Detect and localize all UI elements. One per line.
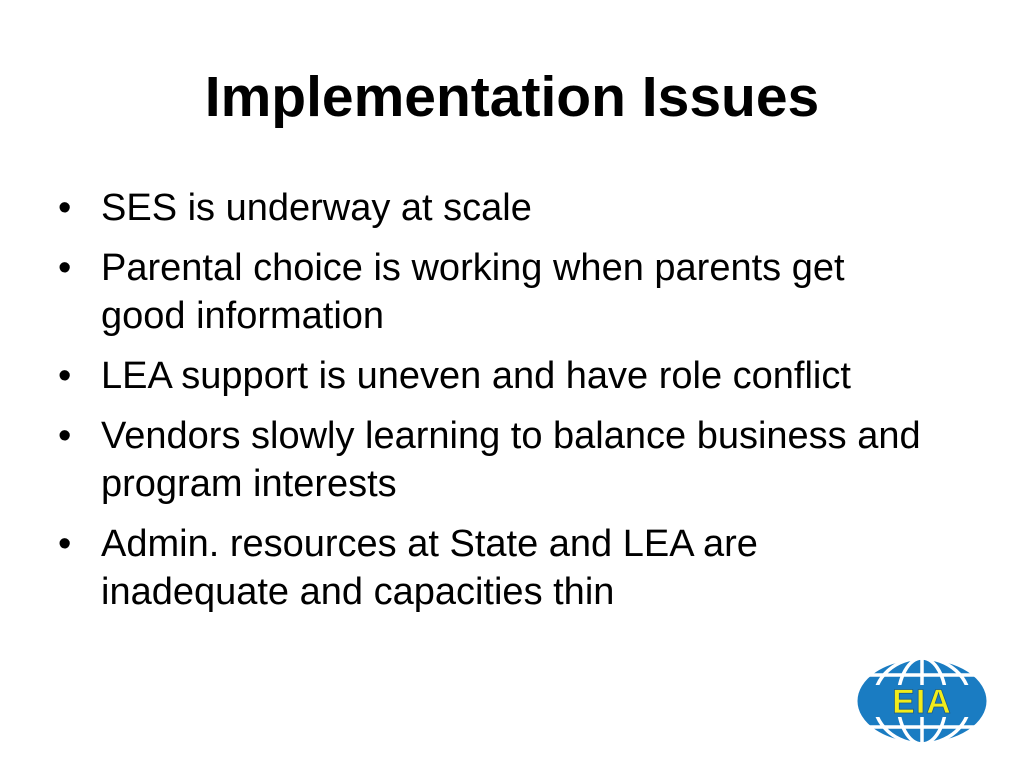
bullet-text: Vendors slowly learning to balance business and program interests bbox=[101, 415, 921, 505]
bullet-text: Parental choice is working when parents get good information bbox=[101, 247, 845, 337]
bullet-dot-icon: • bbox=[58, 247, 72, 289]
slide-title: Implementation Issues bbox=[204, 65, 820, 129]
bullet-dot-icon: • bbox=[58, 523, 72, 565]
bullet-dot-icon: • bbox=[58, 187, 72, 229]
bullet-item bbox=[58, 352, 938, 400]
bullet-text: Admin. resources at State and LEA are inadequate and capacities thin bbox=[101, 523, 758, 613]
bullet-list bbox=[58, 184, 938, 628]
bullet-item bbox=[58, 244, 938, 340]
bullet-item bbox=[58, 412, 938, 508]
bullet-dot-icon: • bbox=[58, 415, 72, 457]
eia-globe-logo-icon bbox=[852, 655, 992, 747]
logo-text: EIA bbox=[892, 683, 952, 721]
bullet-text: LEA support is uneven and have role conflict bbox=[101, 355, 851, 397]
bullet-text: SES is underway at scale bbox=[101, 187, 532, 229]
bullet-item bbox=[58, 184, 938, 232]
bullet-item bbox=[58, 520, 938, 616]
bullet-dot-icon: • bbox=[58, 355, 72, 397]
